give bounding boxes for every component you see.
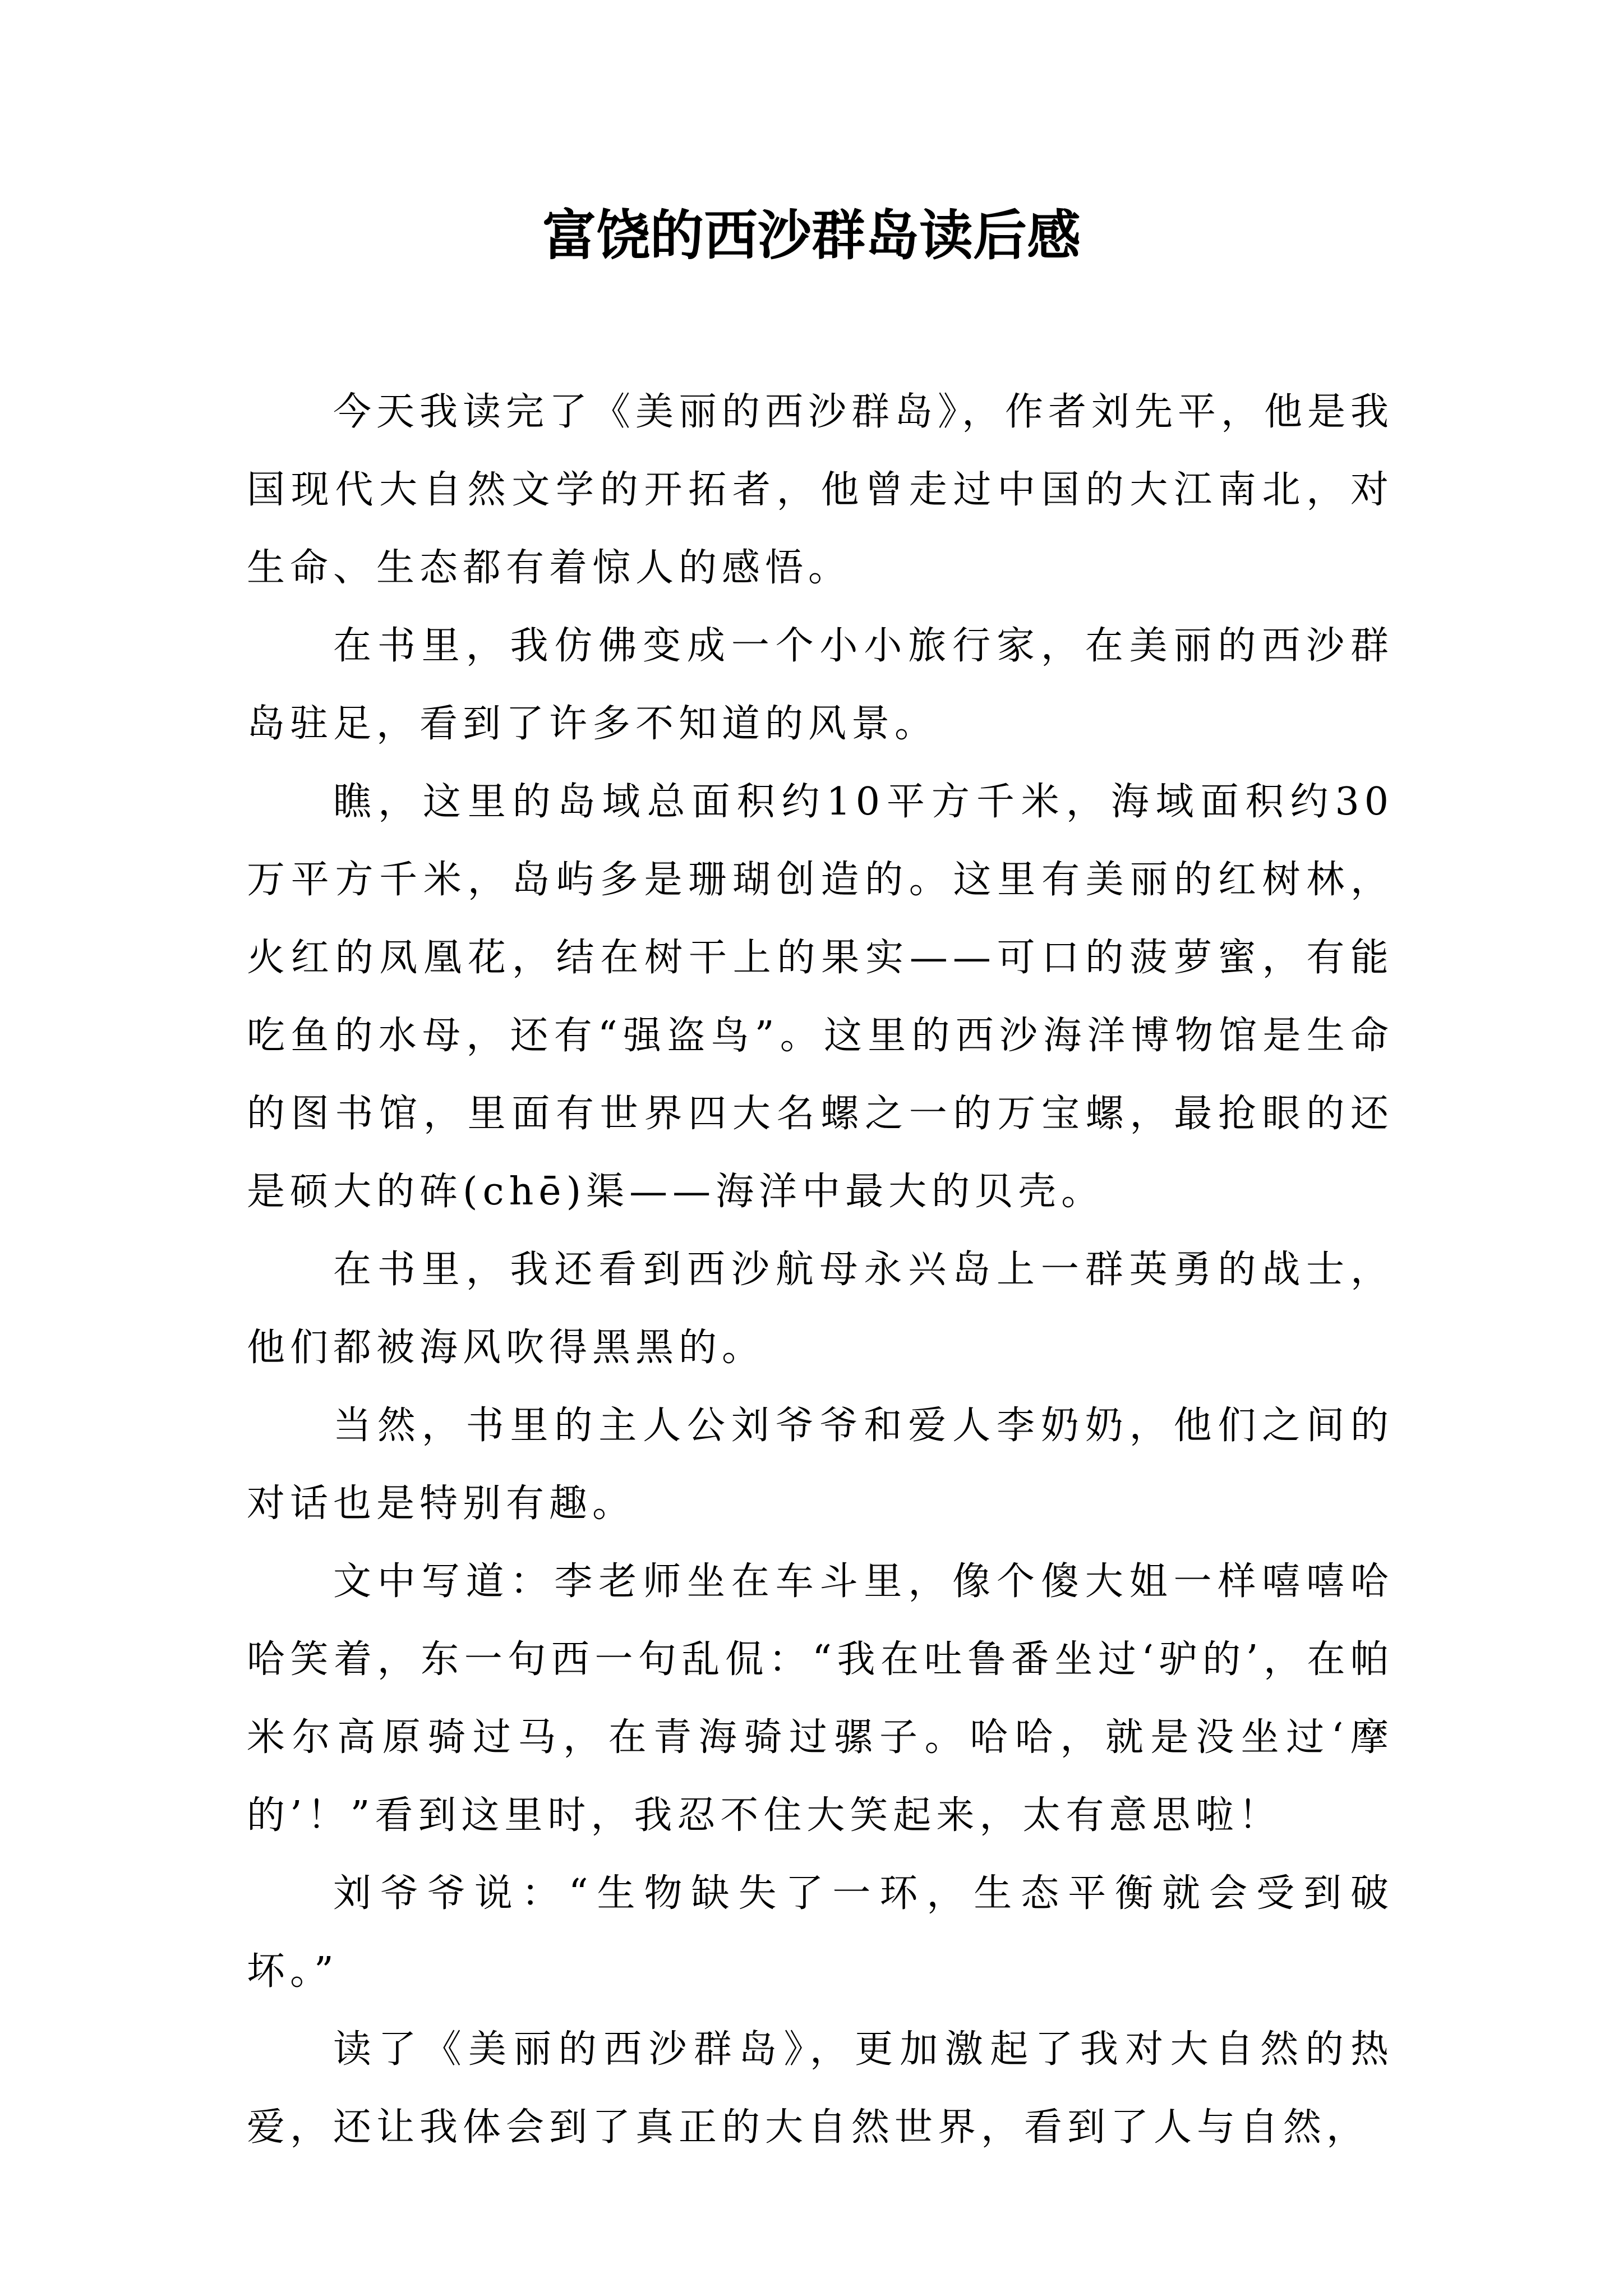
paragraph: 读了《美丽的西沙群岛》，更加激起了我对大自然的热爱，还让我体会到了真正的大自然世界，看到了人与自然， bbox=[247, 2027, 1394, 2150]
paragraph: 在书里，我仿佛变成一个小小旅行家，在美丽的西沙群岛驻足，看到了许多不知道的风景。 bbox=[247, 624, 1394, 746]
document-title: 富饶的西沙群岛读后感 bbox=[542, 204, 1081, 267]
paragraph: 在书里，我还看到西沙航母永兴岛上一群英勇的战士，他们都被海风吹得黑黑的。 bbox=[247, 1248, 1394, 1370]
document-body bbox=[247, 373, 1394, 2166]
paragraph: 文中写道：李老师坐在车斗里，像个傻大姐一样嘻嘻哈哈笑着，东一句西一句乱侃：“我在吐鲁番坐过‘驴的’，在帕米尔高原骑过马，在青海骑过骡子。哈哈，就是没坐过‘摩的’！”看到这里时，我忍不住大笑起来，太有意思啦！ bbox=[247, 1559, 1394, 1838]
paragraph: 当然，书里的主人公刘爷爷和爱人李奶奶，他们之间的对话也是特别有趣。 bbox=[247, 1404, 1394, 1526]
paragraph: 瞧，这里的岛域总面积约10平方千米，海域面积约30万平方千米，岛屿多是珊瑚创造的。这里有美丽的红树林，火红的凤凰花，结在树干上的果实——可口的菠萝蜜，有能吃鱼的水母，还有“强盗鸟”。这里的西沙海洋博物馆是生命的图书馆，里面有世界四大名螺之一的万宝螺，最抢眼的还是硕大的砗(chē)渠——海洋中最大的贝壳。 bbox=[247, 780, 1394, 1214]
paragraph: 今天我读完了《美丽的西沙群岛》，作者刘先平，他是我国现代大自然文学的开拓者，他曾走过中国的大江南北，对生命、生态都有着惊人的感悟。 bbox=[247, 390, 1394, 590]
paragraph: 刘爷爷说：“生物缺失了一环，生态平衡就会受到破坏。” bbox=[247, 1871, 1394, 1994]
